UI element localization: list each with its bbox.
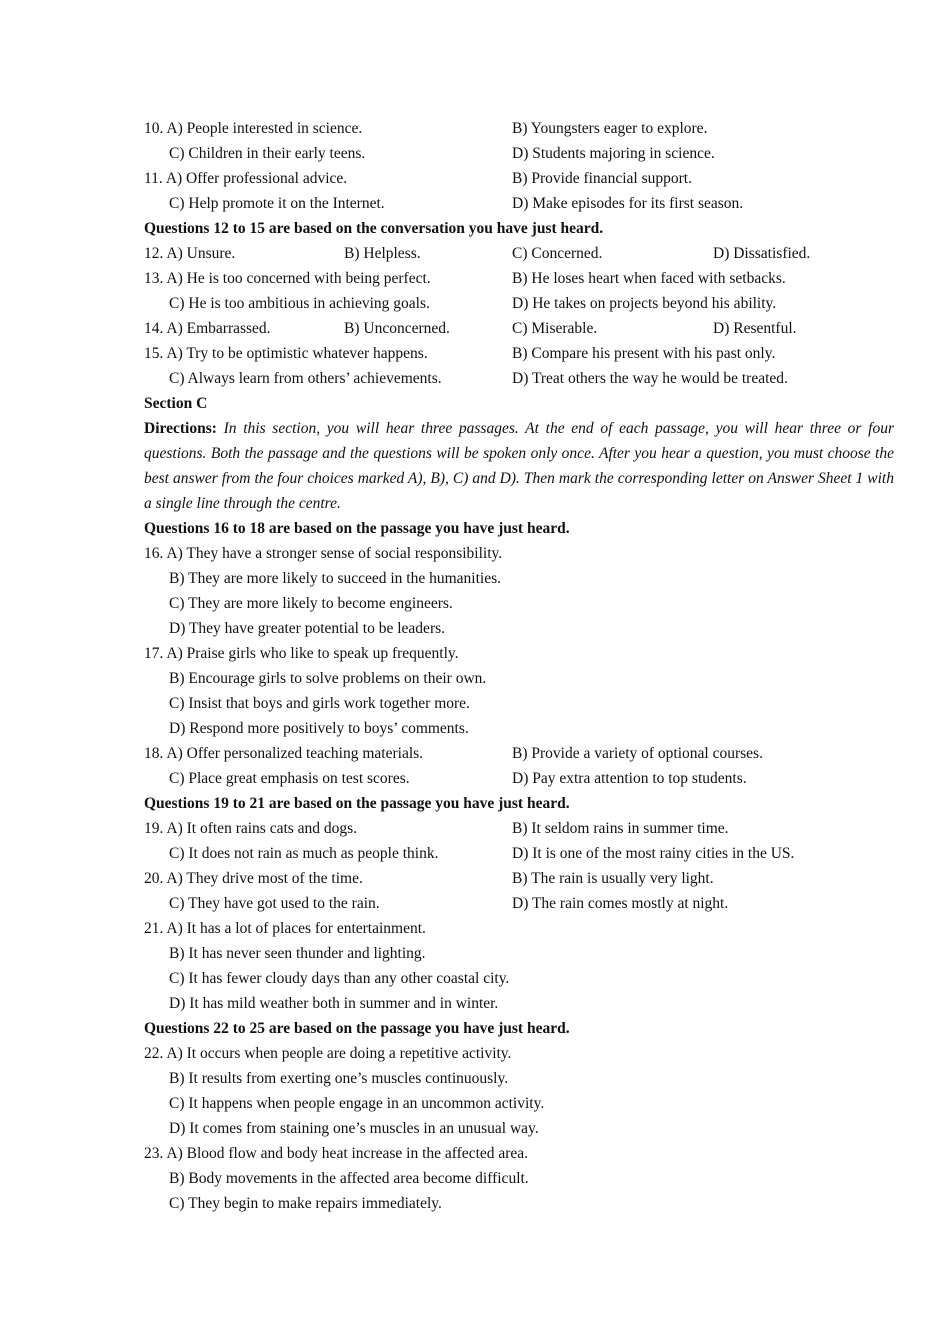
q16-option-d: D) They have greater potential to be leaders. xyxy=(169,620,446,637)
question-13-row-1 xyxy=(144,266,894,291)
question-19-row-1 xyxy=(144,816,894,841)
q21-row-b xyxy=(144,941,894,966)
q10-option-d: D) Students majoring in science. xyxy=(512,145,715,162)
q18-option-a: 18. A) Offer personalized teaching materials. xyxy=(144,745,424,762)
q23-option-c: C) They begin to make repairs immediately. xyxy=(169,1195,442,1212)
heading-22-25-text: Questions 22 to 25 are based on the passage you have just heard. xyxy=(144,1020,570,1037)
question-18-row-2 xyxy=(144,766,894,791)
q22-option-b: B) It results from exerting one’s muscles continuously. xyxy=(169,1070,509,1087)
heading-19-21-text: Questions 19 to 21 are based on the passage you have just heard. xyxy=(144,795,570,812)
q20-option-c: C) They have got used to the rain. xyxy=(169,895,380,912)
q15-option-d: D) Treat others the way he would be treated. xyxy=(512,370,788,387)
q16-option-c: C) They are more likely to become engineers. xyxy=(169,595,453,612)
question-10-row-2 xyxy=(144,141,894,166)
question-14-row xyxy=(144,316,894,341)
q19-option-d: D) It is one of the most rainy cities in the US. xyxy=(512,845,795,862)
q23-option-b: B) Body movements in the affected area become difficult. xyxy=(169,1170,529,1187)
directions-label: Directions: xyxy=(144,420,217,437)
q22-row-d xyxy=(144,1116,894,1141)
q21-row-c xyxy=(144,966,894,991)
q14-option-c: C) Miserable. xyxy=(512,320,598,337)
q11-option-a: 11. A) Offer professional advice. xyxy=(144,170,348,187)
q10-option-b: B) Youngsters eager to explore. xyxy=(512,120,708,137)
q22-option-d: D) It comes from staining one’s muscles in an unusual way. xyxy=(169,1120,539,1137)
q13-option-a: 13. A) He is too concerned with being perfect. xyxy=(144,270,431,287)
q19-option-a: 19. A) It often rains cats and dogs. xyxy=(144,820,358,837)
q16-option-b: B) They are more likely to succeed in the humanities. xyxy=(169,570,502,587)
heading-questions-12-15 xyxy=(144,216,894,241)
q21-option-c: C) It has fewer cloudy days than any other coastal city. xyxy=(169,970,510,987)
q17-row-a xyxy=(144,641,894,666)
q17-row-b xyxy=(144,666,894,691)
q18-option-b: B) Provide a variety of optional courses. xyxy=(512,745,763,762)
q23-option-a: 23. A) Blood flow and body heat increase in the affected area. xyxy=(144,1145,529,1162)
q16-row-d xyxy=(144,616,894,641)
exam-page xyxy=(144,116,894,1216)
q18-option-d: D) Pay extra attention to top students. xyxy=(512,770,747,787)
q21-row-d xyxy=(144,991,894,1016)
q23-row-c xyxy=(144,1191,894,1216)
question-15-row-2 xyxy=(144,366,894,391)
q14-option-a: 14. A) Embarrassed. xyxy=(144,320,271,337)
q20-option-a: 20. A) They drive most of the time. xyxy=(144,870,363,887)
directions-paragraph xyxy=(144,416,894,516)
q17-option-a: 17. A) Praise girls who like to speak up frequently. xyxy=(144,645,459,662)
question-19-row-2 xyxy=(144,841,894,866)
q16-row-b xyxy=(144,566,894,591)
q16-row-c xyxy=(144,591,894,616)
q22-option-c: C) It happens when people engage in an uncommon activity. xyxy=(169,1095,545,1112)
q15-option-b: B) Compare his present with his past only. xyxy=(512,345,776,362)
question-20-row-2 xyxy=(144,891,894,916)
q12-option-a: 12. A) Unsure. xyxy=(144,245,236,262)
q21-row-a xyxy=(144,916,894,941)
question-10-row-1 xyxy=(144,116,894,141)
q15-option-c: C) Always learn from others’ achievements. xyxy=(169,370,442,387)
q22-row-c xyxy=(144,1091,894,1116)
q16-row-a xyxy=(144,541,894,566)
q22-row-a xyxy=(144,1041,894,1066)
q20-option-b: B) The rain is usually very light. xyxy=(512,870,714,887)
question-18-row-1 xyxy=(144,741,894,766)
q12-option-c: C) Concerned. xyxy=(512,245,603,262)
question-12-row xyxy=(144,241,894,266)
question-20-row-1 xyxy=(144,866,894,891)
question-15-row-1 xyxy=(144,341,894,366)
question-11-row-1 xyxy=(144,166,894,191)
q17-option-d: D) Respond more positively to boys’ comments. xyxy=(169,720,469,737)
q17-row-d xyxy=(144,716,894,741)
directions-text: In this section, you will hear three passages. At the end of each passage, you will hear three or four questions. Both the passage and the questions will be spoken only once. After you hear a question, you must choose the best answer from the four choices marked A), B), C) and D). Then mark the corresponding letter on Answer Sheet 1 with a single line through the centre. xyxy=(144,420,894,512)
question-13-row-2 xyxy=(144,291,894,316)
q20-option-d: D) The rain comes mostly at night. xyxy=(512,895,729,912)
question-11-row-2 xyxy=(144,191,894,216)
q19-option-b: B) It seldom rains in summer time. xyxy=(512,820,729,837)
q13-option-c: C) He is too ambitious in achieving goals. xyxy=(169,295,430,312)
q10-option-c: C) Children in their early teens. xyxy=(169,145,366,162)
q14-option-b: B) Unconcerned. xyxy=(344,320,450,337)
heading-questions-19-21 xyxy=(144,791,894,816)
heading-12-15-text: Questions 12 to 15 are based on the conversation you have just heard. xyxy=(144,220,604,237)
q17-option-c: C) Insist that boys and girls work together more. xyxy=(169,695,470,712)
q11-option-b: B) Provide financial support. xyxy=(512,170,692,187)
q12-option-b: B) Helpless. xyxy=(344,245,421,262)
q10-option-a: 10. A) People interested in science. xyxy=(144,120,363,137)
q22-row-b xyxy=(144,1066,894,1091)
q17-row-c xyxy=(144,691,894,716)
q11-option-c: C) Help promote it on the Internet. xyxy=(169,195,385,212)
heading-questions-22-25 xyxy=(144,1016,894,1041)
q21-option-d: D) It has mild weather both in summer and in winter. xyxy=(169,995,499,1012)
q23-row-b xyxy=(144,1166,894,1191)
section-c-title: Section C xyxy=(144,395,208,412)
q14-option-d: D) Resentful. xyxy=(713,320,797,337)
q11-option-d: D) Make episodes for its first season. xyxy=(512,195,744,212)
q21-option-a: 21. A) It has a lot of places for entertainment. xyxy=(144,920,426,937)
q18-option-c: C) Place great emphasis on test scores. xyxy=(169,770,410,787)
q17-option-b: B) Encourage girls to solve problems on their own. xyxy=(169,670,487,687)
heading-16-18-text: Questions 16 to 18 are based on the passage you have just heard. xyxy=(144,520,570,537)
q22-option-a: 22. A) It occurs when people are doing a repetitive activity. xyxy=(144,1045,512,1062)
q21-option-b: B) It has never seen thunder and lighting. xyxy=(169,945,426,962)
q13-option-d: D) He takes on projects beyond his ability. xyxy=(512,295,777,312)
q13-option-b: B) He loses heart when faced with setbacks. xyxy=(512,270,786,287)
heading-questions-16-18 xyxy=(144,516,894,541)
q15-option-a: 15. A) Try to be optimistic whatever happens. xyxy=(144,345,428,362)
q12-option-d: D) Dissatisfied. xyxy=(713,245,811,262)
q19-option-c: C) It does not rain as much as people think. xyxy=(169,845,439,862)
q16-option-a: 16. A) They have a stronger sense of social responsibility. xyxy=(144,545,503,562)
section-c-heading xyxy=(144,391,894,416)
q23-row-a xyxy=(144,1141,894,1166)
